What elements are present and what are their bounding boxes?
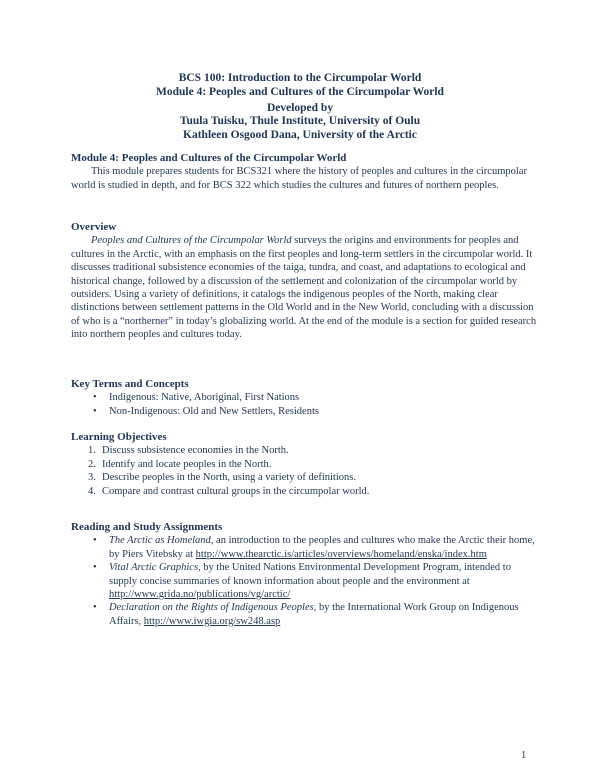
bullet-icon: •: [93, 602, 97, 614]
list-item: [71, 391, 539, 404]
reading-link[interactable]: http://www.iwgia.org/sw248.asp: [143, 615, 281, 627]
bullet-icon: •: [93, 405, 97, 417]
module-description: This module prepares students for BCS321 where the history of peoples and cultures in the circumpolar world is studied in depth, and for BCS 322 which studies the cultures and futures of northern peoples.: [71, 166, 527, 191]
bullet-icon: •: [93, 562, 97, 574]
reading-description: by the International Work Group on Indigenous Affairs,: [109, 602, 519, 627]
overview-body: surveys the origins and environments for peoples and cultures in the Arctic, with an emphasis on the first peoples and long-term settlers in the circumpolar world. It discusses traditional subsistence economies of the taiga, tundra, and coast, and adaptations to ecological and historical change, followed by a discussion of the settlement and colonization of the circumpolar world by outsiders. Using a variety of definitions, it catalogs the indigenous peoples of the North, making clear distinctions between settlement patterns in the Old World and in the New World, concluding with a discussion of who is a “northerner” in today’s globalizing world. At the end of the module is a section for guided research into northern peoples and cultures today.: [71, 235, 537, 341]
objective-text: Describe peoples in the North, using a variety of definitions.: [102, 472, 356, 484]
list-item: [71, 444, 539, 457]
reading-description: by the United Nations Environmental Development Program, intended to supply concise summaries of known information about people and the environment at: [109, 562, 511, 587]
module-title: Module 4: Peoples and Cultures of the Circumpolar World: [156, 86, 444, 98]
page-number: 1: [521, 750, 527, 761]
reading-link[interactable]: http://www.thearctic.is/articles/overviews/homeland/enska/index.htm: [195, 548, 487, 560]
objective-text: Discuss subsistence economies in the North.: [102, 445, 289, 457]
list-item: [71, 471, 539, 484]
module-heading: Module 4: Peoples and Cultures of the Circumpolar World: [71, 152, 347, 164]
course-title: BCS 100: Introduction to the Circumpolar World: [178, 72, 422, 84]
overview-heading: Overview: [71, 221, 117, 233]
list-number: 2.: [88, 458, 96, 470]
key-terms-section: [71, 378, 539, 418]
key-terms-heading: Key Terms and Concepts: [71, 378, 189, 390]
overview-section: [71, 221, 539, 342]
list-item: [71, 534, 539, 561]
list-number: 3.: [88, 472, 96, 484]
objectives-list: [71, 444, 539, 498]
developed-by-label: Developed by: [266, 102, 334, 114]
key-term-text: Non-Indigenous: Old and New Settlers, Residents: [109, 405, 319, 417]
reading-heading: Reading and Study Assignments: [71, 521, 223, 533]
reading-link[interactable]: http://www.grida.no/publications/vg/arctic/: [109, 589, 291, 601]
objectives-section: [71, 431, 539, 498]
list-item: [71, 485, 539, 498]
author-2: Kathleen Osgood Dana, University of the Arctic: [183, 129, 417, 141]
overview-title-italic: Peoples and Cultures of the Circumpolar World: [91, 235, 292, 247]
objectives-heading: Learning Objectives: [71, 431, 167, 443]
overview-text: [71, 234, 539, 341]
reading-section: [71, 521, 539, 628]
objective-text: Compare and contrast cultural groups in the circumpolar world.: [102, 485, 370, 497]
bullet-icon: •: [93, 392, 97, 404]
list-item: [71, 561, 539, 601]
list-item: [71, 405, 539, 418]
list-number: 4.: [88, 485, 96, 497]
reading-title: Vital Arctic Graphics,: [109, 562, 201, 574]
reading-description: , an introduction to the peoples and cultures who make the Arctic their home, by Piers Vitebsky at: [109, 535, 535, 560]
module-section: [71, 152, 539, 192]
key-term-text: Indigenous: Native, Aboriginal, First Nations: [109, 392, 300, 404]
reading-title: The Arctic as Homeland: [109, 535, 211, 547]
reading-list: [71, 534, 539, 628]
list-item: [71, 458, 539, 471]
author-1: Tuula Tuisku, Thule Institute, University of Oulu: [179, 115, 421, 127]
key-terms-list: [71, 391, 539, 418]
list-number: 1.: [88, 445, 96, 457]
bullet-icon: •: [93, 535, 97, 547]
reading-title: Declaration on the Rights of Indigenous Peoples,: [109, 602, 317, 614]
list-item: [71, 601, 539, 628]
objective-text: Identify and locate peoples in the North.: [102, 458, 272, 470]
